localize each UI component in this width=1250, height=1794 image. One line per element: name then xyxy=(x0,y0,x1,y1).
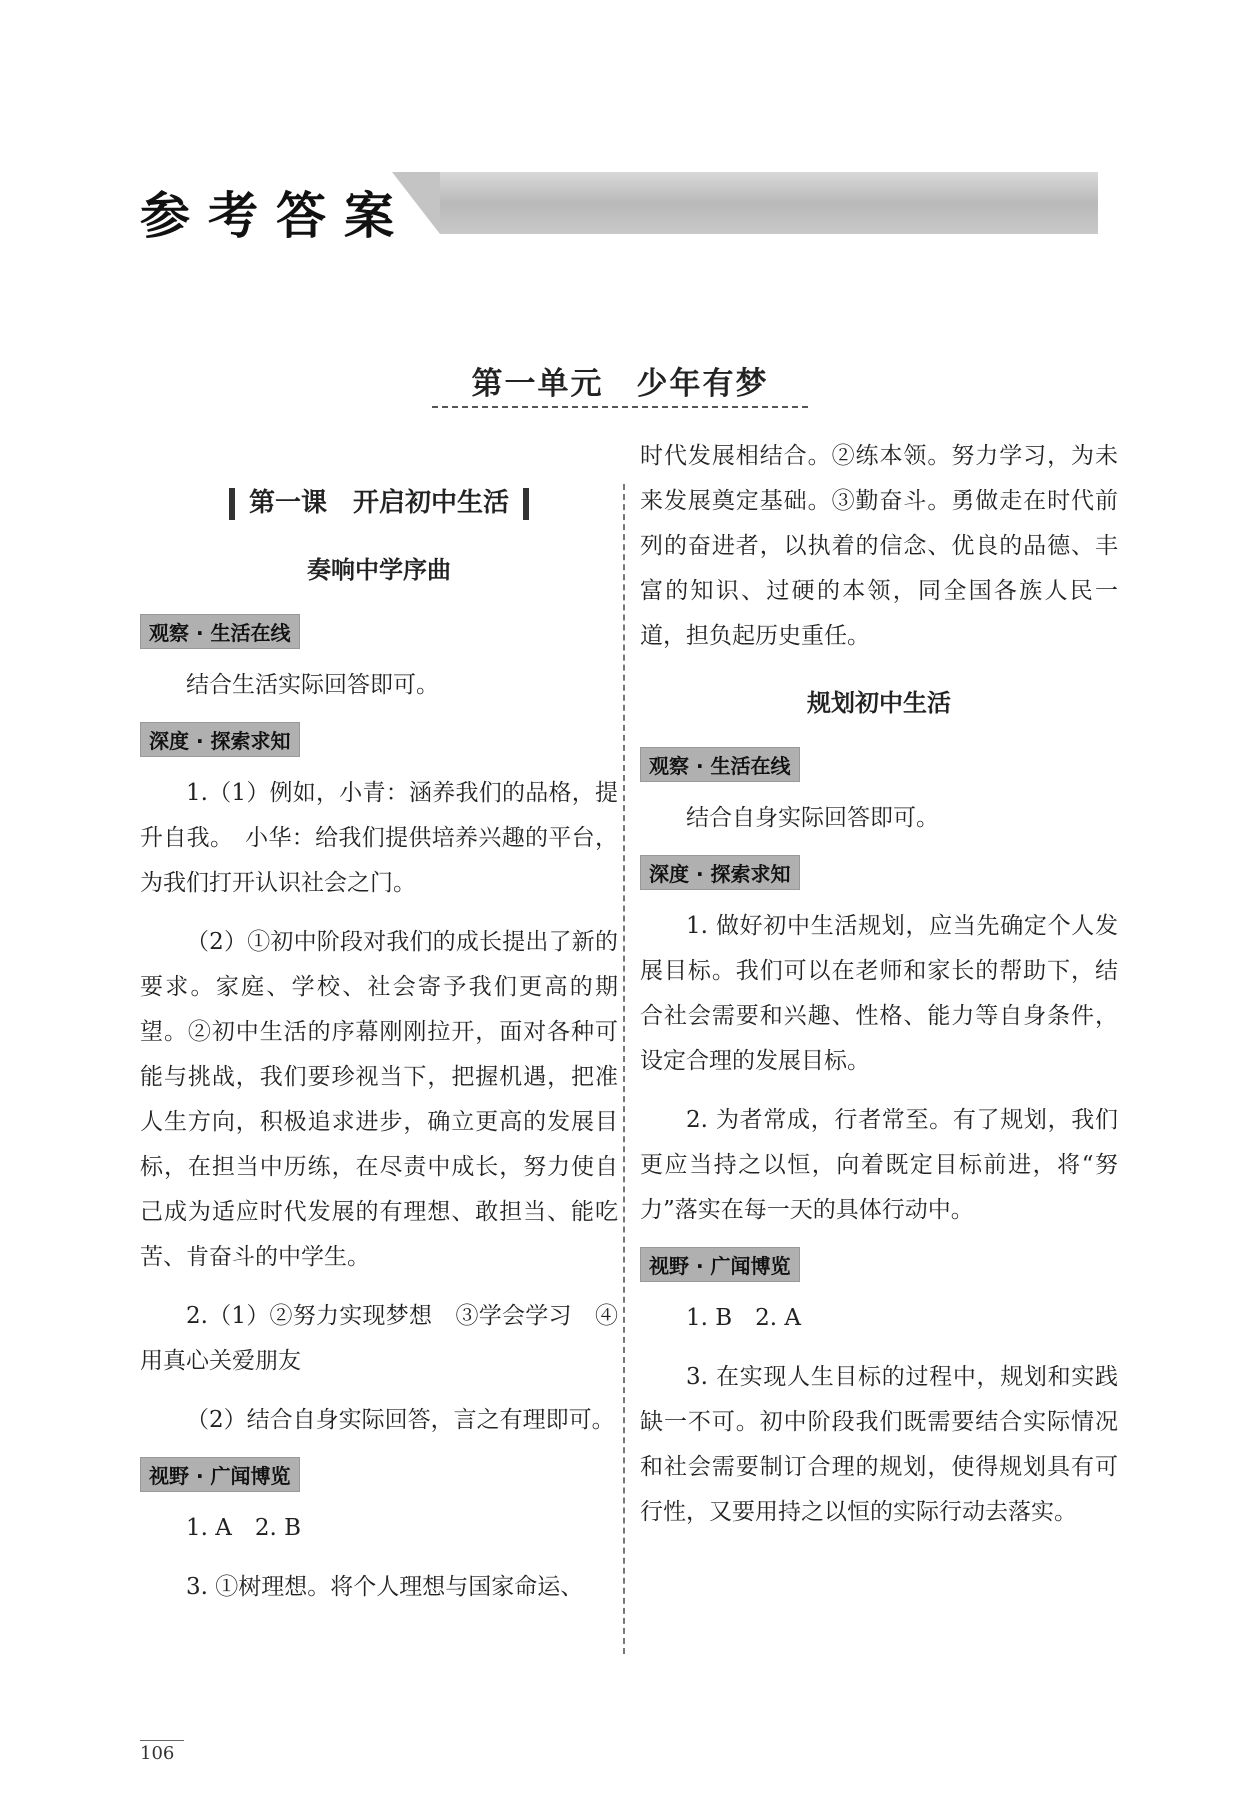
view-answer-2-1: 1. B 2. A xyxy=(686,1305,802,1331)
unit-title-underline xyxy=(432,406,808,408)
page-number: 106 xyxy=(140,1740,184,1764)
unit-title: 第一单元 少年有梦 xyxy=(471,366,769,402)
lesson-title xyxy=(140,478,618,528)
continued-answer: 时代发展相结合。②练本领。努力学习，为未来发展奠定基础。③勤奋斗。勇做走在时代前列的奋进者，以执着的信念、优良的品德、丰富的知识、过硬的本领，同全国各族人民一道，担负起历史重任。 xyxy=(640,443,1118,649)
view-answer-2-2: 3. 在实现人生目标的过程中，规划和实践缺一不可。初中阶段我们既需要结合实际情况和社会需要制订合理的规划，使得规划具有可行性，又要用持之以恒的实际行动去落实。 xyxy=(640,1364,1118,1525)
header-banner xyxy=(440,172,1098,234)
label-observe-2: 观察 · 生活在线 xyxy=(640,747,800,782)
page-header-title: 参考答案 xyxy=(140,187,412,245)
observe-answer: 结合生活实际回答即可。 xyxy=(186,672,439,698)
section-title-1: 奏响中学序曲 xyxy=(307,555,451,584)
explore-answer-4: （2）结合自身实际回答，言之有理即可。 xyxy=(186,1407,615,1433)
explore-answer-2-1: 1. 做好初中生活规划，应当先确定个人发展目标。我们可以在老师和家长的帮助下，结合社会需要和兴趣、性格、能力等自身条件，设定合理的发展目标。 xyxy=(640,913,1118,1074)
lesson-title-bar-left xyxy=(229,488,235,520)
label-explore-2: 深度 · 探索求知 xyxy=(640,855,800,890)
section-title-2: 规划初中生活 xyxy=(807,688,951,717)
explore-answer-3: 2.（1）②努力实现梦想 ③学会学习 ④用真心关爱朋友 xyxy=(140,1303,618,1374)
view-answer-1: 1. A 2. B xyxy=(186,1515,302,1541)
lesson-title-bar-right xyxy=(523,488,529,520)
lesson-title-text: 第一课 开启初中生活 xyxy=(248,488,509,518)
view-answer-2: 3. ①树理想。将个人理想与国家命运、 xyxy=(186,1574,584,1600)
explore-answer-1: 1.（1）例如，小青：涵养我们的品格，提升自我。 小华：给我们提供培养兴趣的平台，为我们打开认识社会之门。 xyxy=(140,780,618,896)
label-observe: 观察 · 生活在线 xyxy=(140,614,300,649)
explore-answer-2-2: 2. 为者常成，行者常至。有了规划，我们更应当持之以恒，向着既定目标前进，将“努力”落实在每一天的具体行动中。 xyxy=(640,1107,1118,1223)
observe-answer-2: 结合自身实际回答即可。 xyxy=(686,805,939,831)
right-column xyxy=(640,443,1118,1549)
left-column xyxy=(140,478,618,1624)
column-divider xyxy=(623,484,625,1654)
explore-answer-2: （2）①初中阶段对我们的成长提出了新的要求。家庭、学校、社会寄予我们更高的期望。②初中生活的序幕刚刚拉开，面对各种可能与挑战，我们要珍视当下，把握机遇，把准人生方向，积极追求进步，确立更高的发展目标，在担当中历练，在尽责中成长，努力使自己成为适应时代发展的有理想、敢担当、能吃苦、肯奋斗的中学生。 xyxy=(140,929,618,1270)
label-view-2: 视野 · 广闻博览 xyxy=(640,1247,800,1282)
label-explore: 深度 · 探索求知 xyxy=(140,722,300,757)
label-view: 视野 · 广闻博览 xyxy=(140,1457,300,1492)
